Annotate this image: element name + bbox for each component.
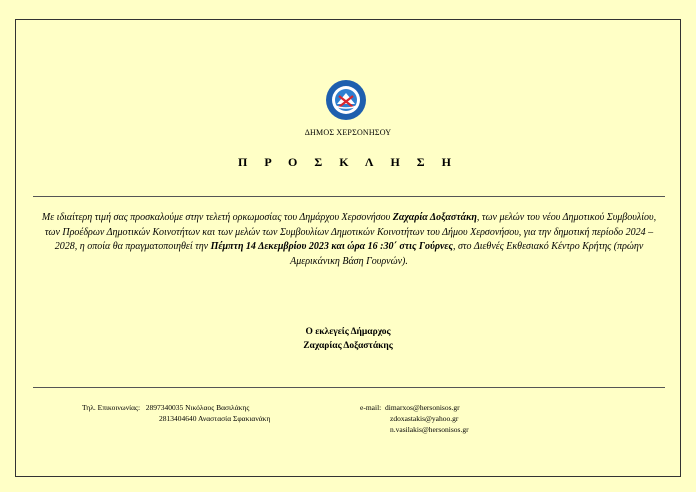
document-title: Π Ρ Ο Σ Κ Λ Η Σ Η (238, 155, 458, 169)
event-datetime-place: Πέμπτη 14 Δεκεμβρίου 2023 και ώρα 16 :30΄ στις Γούρνες (210, 241, 453, 253)
invitation-part-3: , στο Διεθνές Εκθεσιακό Κέντρο Κρήτης (πρώην Αμερικάνικη Βάση Γουρνών). (290, 241, 644, 267)
invitation-text (36, 211, 662, 269)
mayor-name: Ζαχαρία Δοξαστάκη (392, 212, 477, 223)
phone-contacts (82, 402, 270, 424)
phone-2: 2813404640 Αναστασία Σφακιανάκη (159, 414, 271, 423)
email-3[interactable]: n.vasilakis@hersonisos.gr (390, 425, 469, 434)
phone-1: 2897340035 Νικόλαος Βασιλάκης (145, 403, 250, 412)
email-2[interactable]: zdoxastakis@yahoo.gr (390, 414, 459, 423)
municipality-name: ΔΗΜΟΣ ΧΕΡΣΟΝΗΣΟΥ (304, 128, 392, 137)
municipality-logo (325, 79, 367, 121)
email-contacts (360, 402, 469, 435)
signature-name: Ζαχαρίας Δοξαστάκης (303, 341, 393, 351)
invitation-part-1: Με ιδιαίτερη τιμή σας προσκαλούμε στην τελετή ορκωμοσίας του Δημάρχου Χερσονήσου (41, 212, 393, 223)
invitation-part-2: , των μελών του νέου Δημοτικού Συμβουλίου, των Προέδρων Δημοτικών Κοινοτήτων και των μελών των Συμβουλίων Δημοτικών Κοινοτήτων του Δήμου Χερσονήσου, για την δημοτική περίοδο 2024 – 2028, η οποία θα πραγματοποιηθεί την (44, 212, 657, 253)
bottom-divider (33, 387, 665, 388)
email-1[interactable]: dimarxos@hersonisos.gr (385, 403, 460, 412)
signature-block (0, 325, 696, 353)
phone-label: Τηλ. Επικοινωνίας: (82, 403, 141, 412)
email-label: e-mail: (360, 403, 382, 412)
signature-role: Ο εκλεγείς Δήμαρχος (305, 327, 391, 337)
top-divider (33, 196, 665, 197)
